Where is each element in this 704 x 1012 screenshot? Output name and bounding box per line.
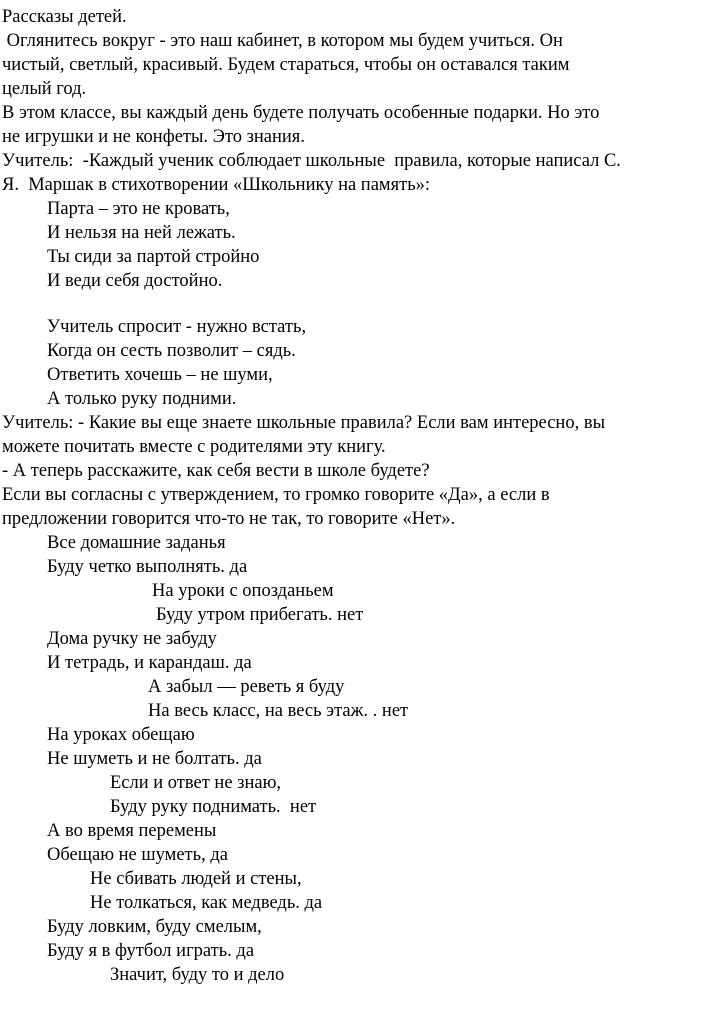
text-line: не игрушки и не конфеты. Это знания. xyxy=(2,127,305,147)
poem-line: Значит, буду то и дело xyxy=(110,965,285,985)
text-line: Оглянитесь вокруг - это наш кабинет, в котором мы будем учиться. Он xyxy=(2,31,563,51)
text-line: - А теперь расскажите, как себя вести в школе будете? xyxy=(2,461,430,481)
poem-line: А во время перемены xyxy=(47,821,217,841)
poem-line: Когда он сесть позволит – сядь. xyxy=(47,341,296,361)
poem-line: Буду руку поднимать. нет xyxy=(110,797,317,817)
text-line: Учитель: -Каждый ученик соблюдает школьные правила, которые написал С. xyxy=(2,151,621,171)
text-line: Я. Маршак в стихотворении «Школьнику на память»: xyxy=(2,175,431,195)
poem-line: Если и ответ не знаю, xyxy=(110,773,282,793)
poem-line: И веди себя достойно. xyxy=(47,271,223,291)
poem-line: Учитель спросит - нужно встать, xyxy=(47,317,307,337)
poem-line: И нельзя на ней лежать. xyxy=(47,223,236,243)
text-line: предложении говорится что-то не так, то говорите «Нет». xyxy=(2,509,456,529)
poem-line: Не толкаться, как медведь. да xyxy=(90,893,323,913)
blank-line xyxy=(0,293,704,315)
poem-line: И тетрадь, и карандаш. да xyxy=(47,653,252,673)
text-line: целый год. xyxy=(2,79,87,99)
poem-line: Буду утром прибегать. нет xyxy=(156,605,364,625)
poem-line: Ответить хочешь – не шуми, xyxy=(47,365,273,385)
poem-line: Все домашние заданья xyxy=(47,533,226,553)
poem-line: На уроки с опозданьем xyxy=(152,581,334,601)
poem-line: Буду ловким, буду смелым, xyxy=(47,917,262,937)
document-title: Рассказы детей. xyxy=(2,7,127,27)
poem-line: А забыл — реветь я буду xyxy=(148,677,345,697)
poem-line: Не сбивать людей и стены, xyxy=(90,869,302,889)
text-line: Учитель: - Какие вы еще знаете школьные правила? Если вам интересно, вы xyxy=(2,413,605,433)
poem-line: На уроках обещаю xyxy=(47,725,195,745)
text-line: В этом классе, вы каждый день будете получать особенные подарки. Но это xyxy=(2,103,600,123)
poem-line: Ты сиди за партой стройно xyxy=(47,247,260,267)
poem-line: Буду я в футбол играть. да xyxy=(47,941,255,961)
poem-line: Дома ручку не забуду xyxy=(47,629,217,649)
poem-line: Парта – это не кровать, xyxy=(47,199,230,219)
poem-line: Не шуметь и не болтать. да xyxy=(47,749,262,769)
poem-line: На весь класс, на весь этаж. . нет xyxy=(148,701,409,721)
text-line: можете почитать вместе с родителями эту книгу. xyxy=(2,437,386,457)
text-line: чистый, светлый, красивый. Будем стараться, чтобы он оставался таким xyxy=(2,55,570,75)
text-line: Если вы согласны с утверждением, то громко говорите «Да», а если в xyxy=(2,485,550,505)
poem-line: Обещаю не шуметь, да xyxy=(47,845,228,865)
poem-line: Буду четко выполнять. да xyxy=(47,557,248,577)
poem-line: А только руку подними. xyxy=(47,389,237,409)
